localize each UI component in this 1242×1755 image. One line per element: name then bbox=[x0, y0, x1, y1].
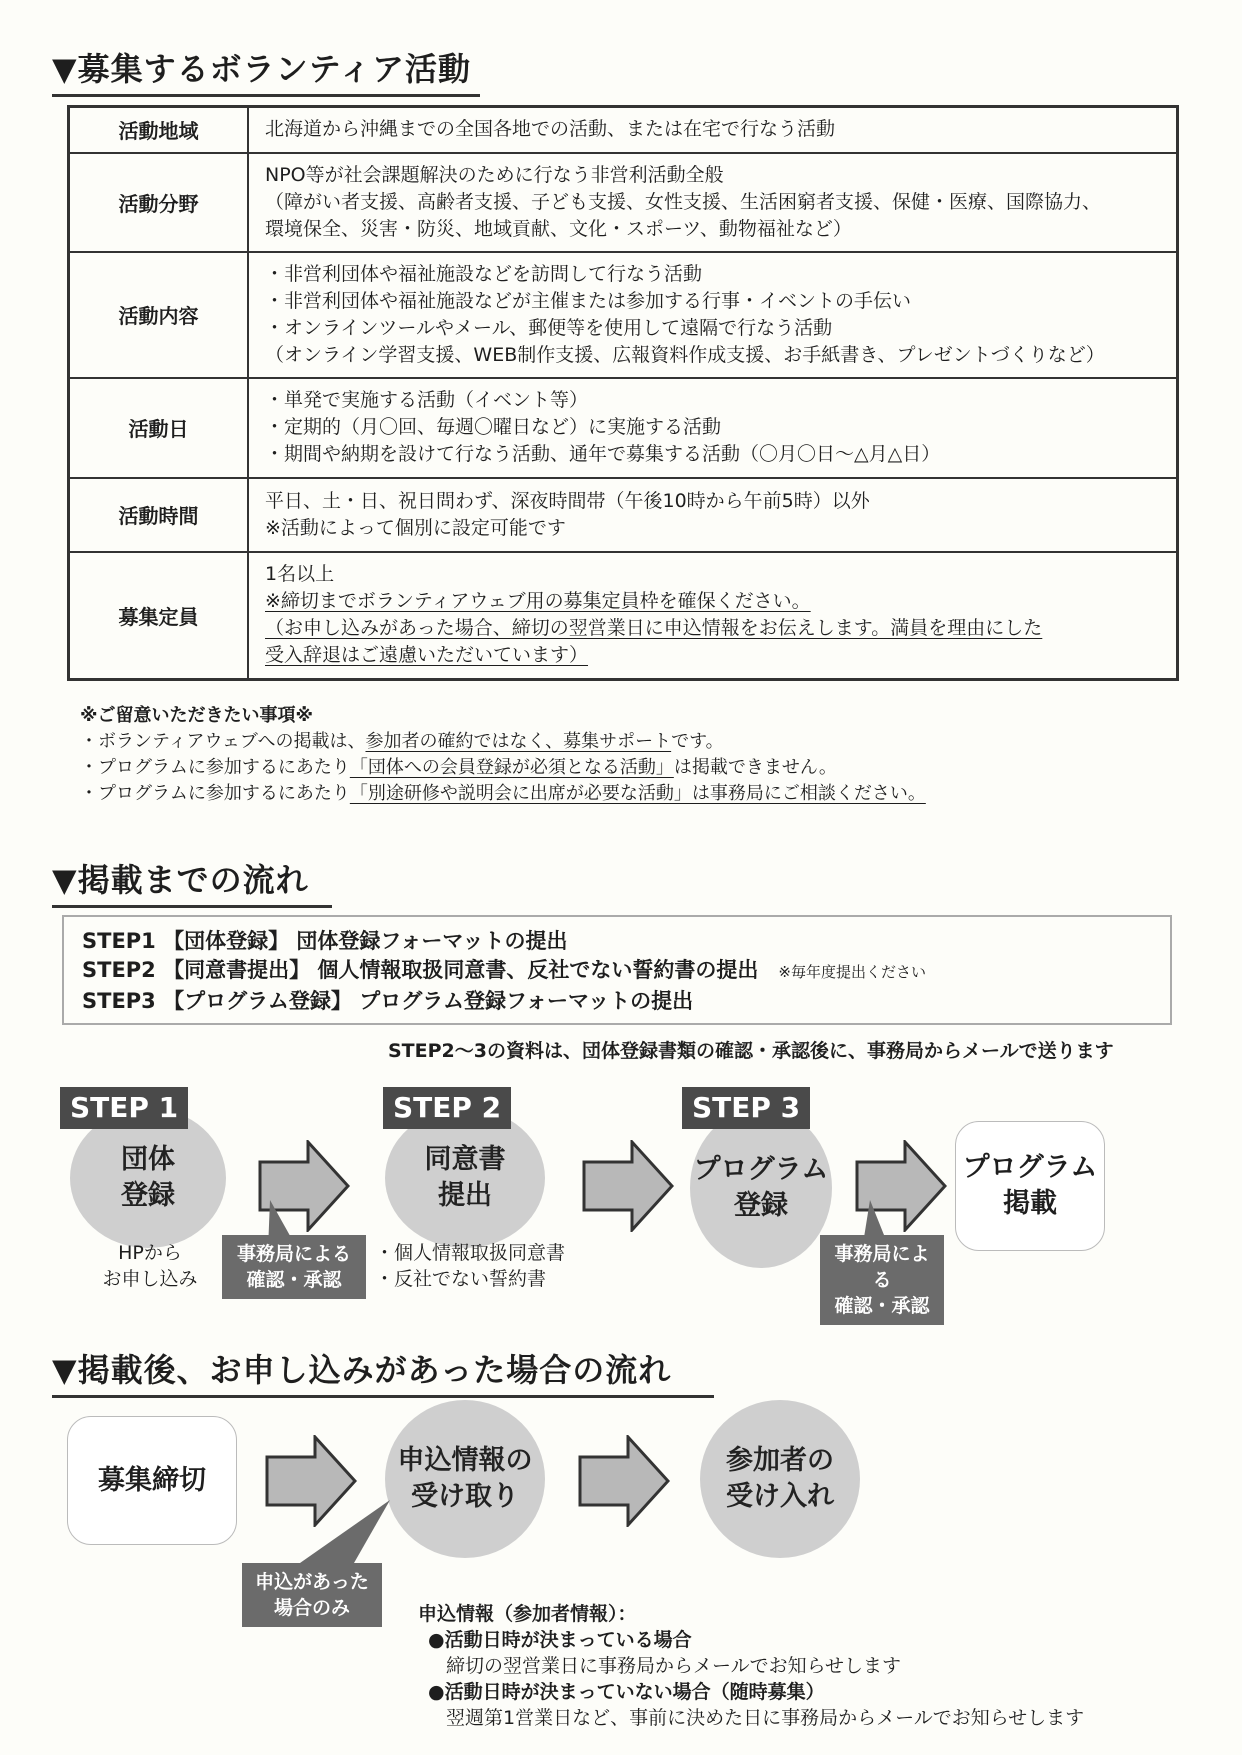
circle-text: 参加者の bbox=[726, 1445, 834, 1476]
note-text: ・プログラムに参加するにあたり bbox=[80, 757, 350, 778]
note-emphasis: 参加者の確約ではなく、募集サポート bbox=[365, 731, 672, 752]
section-title-after-application: ▼掲載後、お申し込みがあった場合の流れ bbox=[52, 1345, 714, 1398]
final-text: 掲載 bbox=[1002, 1188, 1057, 1219]
note-item bbox=[80, 755, 926, 781]
steps-after-note: STEP2～3の資料は、団体登録書類の確認・承認後に、事務局からメールで送ります bbox=[388, 1040, 1114, 1062]
row-label: 活動日 bbox=[69, 378, 249, 478]
note-text: ・プログラムに参加するにあたり bbox=[80, 783, 350, 804]
callout-text: 場合のみ bbox=[273, 1597, 350, 1619]
value-line: 環境保全、災害・防災、地域貢献、文化・スポーツ、動物福祉など） bbox=[265, 217, 852, 240]
value-line: NPO等が社会課題解決のために行なう非営利活動全般 bbox=[265, 163, 724, 186]
callout-text: 申込があった bbox=[255, 1571, 369, 1593]
note-text: です。 bbox=[671, 731, 724, 752]
case-title: ●活動日時が決まっていない場合（随時募集） bbox=[428, 1681, 825, 1703]
note-emphasis: 「団体への会員登録が必須となる活動」 bbox=[349, 757, 674, 778]
info-heading: 申込情報（参加者情報）： bbox=[418, 1603, 637, 1625]
case-text: 締切の翌営業日に事務局からメールでお知らせします bbox=[446, 1655, 902, 1677]
value-line: （障がい者支援、高齢者支援、子ども支援、女性支援、生活困窮者支援、保健・医療、国際協力、 bbox=[265, 190, 1102, 213]
note-emphasis: 「別途研修や説明会に出席が必要な活動」は事務局にご相談ください。 bbox=[349, 783, 926, 804]
table-row bbox=[69, 153, 1178, 252]
value-line: ・非営利団体や福祉施設などを訪問して行なう活動 bbox=[265, 262, 703, 285]
row-value bbox=[248, 552, 1178, 680]
step-line: STEP3 【プログラム登録】 プログラム登録フォーマットの提出 bbox=[82, 989, 694, 1013]
row-value bbox=[248, 153, 1178, 252]
step2-text: 提出 bbox=[438, 1180, 492, 1211]
step2-caption bbox=[375, 1240, 565, 1292]
value-line: ・単発で実施する活動（イベント等） bbox=[265, 389, 589, 411]
note-text: ・ボランティアウェブへの掲載は、 bbox=[80, 731, 366, 752]
circle-text: 受け取り bbox=[411, 1481, 519, 1512]
step1-text: 団体 bbox=[121, 1144, 175, 1175]
callout-text: 事務局による bbox=[834, 1243, 930, 1291]
program-published-box bbox=[955, 1121, 1105, 1251]
receive-info-circle bbox=[385, 1400, 545, 1558]
callout-text: 確認・承認 bbox=[246, 1269, 342, 1291]
step1-text: 登録 bbox=[121, 1180, 175, 1211]
row-value bbox=[248, 378, 1178, 478]
section-title-flow-to-publication: ▼掲載までの流れ bbox=[52, 855, 332, 908]
activity-info-table bbox=[67, 105, 1179, 681]
notes-heading: ※ご留意いただきたい事項※ bbox=[80, 705, 313, 726]
step1-caption bbox=[95, 1240, 205, 1292]
table-row bbox=[69, 252, 1178, 378]
value-line: 1名以上 bbox=[265, 563, 335, 586]
table-row bbox=[69, 552, 1178, 680]
table-row bbox=[69, 107, 1178, 153]
step-text: STEP2 【同意書提出】 個人情報取扱同意書、反社でない誓約書の提出 bbox=[82, 958, 759, 982]
note-item bbox=[80, 729, 926, 755]
value-line: ※活動によって個別に設定可能です bbox=[265, 516, 566, 539]
table-row bbox=[69, 378, 1178, 478]
step-line bbox=[82, 956, 1152, 987]
caption-line: お申し込み bbox=[102, 1268, 198, 1290]
caption-line: HPから bbox=[118, 1242, 182, 1264]
row-label: 活動内容 bbox=[69, 252, 249, 378]
row-value bbox=[248, 478, 1178, 552]
step3-text: 登録 bbox=[733, 1190, 788, 1221]
value-line: ・オンラインツールやメール、郵便等を使用して遠隔で行なう活動 bbox=[265, 316, 833, 339]
step-note: ※毎年度提出ください bbox=[778, 963, 926, 981]
value-line-underlined: 受入辞退はご遠慮いただいています） bbox=[265, 644, 589, 667]
value-line: ・期間や納期を設けて行なう活動、通年で募集する活動（〇月〇日～△月△日） bbox=[265, 443, 941, 465]
caption-line: ・反社でない誓約書 bbox=[375, 1268, 547, 1290]
accept-participant-circle bbox=[700, 1400, 860, 1558]
row-label: 活動分野 bbox=[69, 153, 249, 252]
step1-circle bbox=[70, 1108, 226, 1248]
caption-line: ・個人情報取扱同意書 bbox=[375, 1242, 566, 1264]
circle-text: 受け入れ bbox=[726, 1481, 834, 1512]
step1-badge: STEP 1 bbox=[60, 1087, 188, 1129]
step2-text: 同意書 bbox=[424, 1144, 506, 1175]
note-item bbox=[80, 781, 926, 807]
step3-text: プログラム bbox=[693, 1154, 829, 1185]
value-line: （オンライン学習支援、WEB制作支援、広報資料作成支援、お手紙書き、プレゼントづくりなど） bbox=[265, 343, 1105, 366]
callout-text: 事務局による bbox=[236, 1243, 351, 1265]
step3-badge: STEP 3 bbox=[682, 1087, 810, 1129]
callout-office-approval bbox=[222, 1235, 366, 1299]
callout-text: 確認・承認 bbox=[834, 1295, 930, 1317]
step2-badge: STEP 2 bbox=[383, 1087, 511, 1129]
final-text: プログラム bbox=[962, 1152, 1098, 1183]
step2-circle bbox=[385, 1108, 545, 1248]
case-title: ●活動日時が決まっている場合 bbox=[428, 1629, 692, 1651]
value-line-underlined: ※締切までボランティアウェブ用の募集定員枠を確保ください。 bbox=[265, 590, 811, 613]
row-value bbox=[248, 252, 1178, 378]
section-title-recruitment: ▼募集するボランティア活動 bbox=[52, 44, 480, 97]
steps-summary-box bbox=[62, 915, 1172, 1025]
callout-office-approval bbox=[820, 1235, 944, 1325]
arrow-right-icon bbox=[578, 1435, 670, 1527]
step3-circle bbox=[690, 1108, 832, 1268]
value-line-underlined: （お申し込みがあった場合、締切の翌営業日に申込情報をお伝えします。満員を理由にした bbox=[265, 617, 1043, 640]
callout-pointer bbox=[240, 1500, 400, 1570]
callout-only-if-applied bbox=[242, 1563, 382, 1627]
case-text: 翌週第1営業日など、事前に決めた日に事務局からメールでお知らせします bbox=[446, 1707, 1085, 1729]
notes-block bbox=[80, 703, 926, 807]
row-label: 募集定員 bbox=[69, 552, 249, 680]
value-line: 平日、土・日、祝日問わず、深夜時間帯（午後10時から午前5時）以外 bbox=[265, 489, 870, 512]
deadline-box: 募集締切 bbox=[67, 1416, 237, 1545]
arrow-right-icon bbox=[582, 1140, 674, 1232]
value-line: ・非営利団体や福祉施設などが主催または参加する行事・イベントの手伝い bbox=[265, 289, 912, 312]
application-info-block bbox=[418, 1601, 1084, 1731]
circle-text: 申込情報の bbox=[397, 1445, 533, 1476]
value-line: 北海道から沖縄までの全国各地での活動、または在宅で行なう活動 bbox=[265, 118, 836, 141]
table-row bbox=[69, 478, 1178, 552]
row-label: 活動時間 bbox=[69, 478, 249, 552]
row-label: 活動地域 bbox=[69, 107, 249, 153]
note-text: は掲載できません。 bbox=[673, 757, 837, 778]
value-line: ・定期的（月〇回、毎週〇曜日など）に実施する活動 bbox=[265, 416, 722, 438]
step-line: STEP1 【団体登録】 団体登録フォーマットの提出 bbox=[82, 929, 568, 953]
row-value bbox=[248, 107, 1178, 153]
